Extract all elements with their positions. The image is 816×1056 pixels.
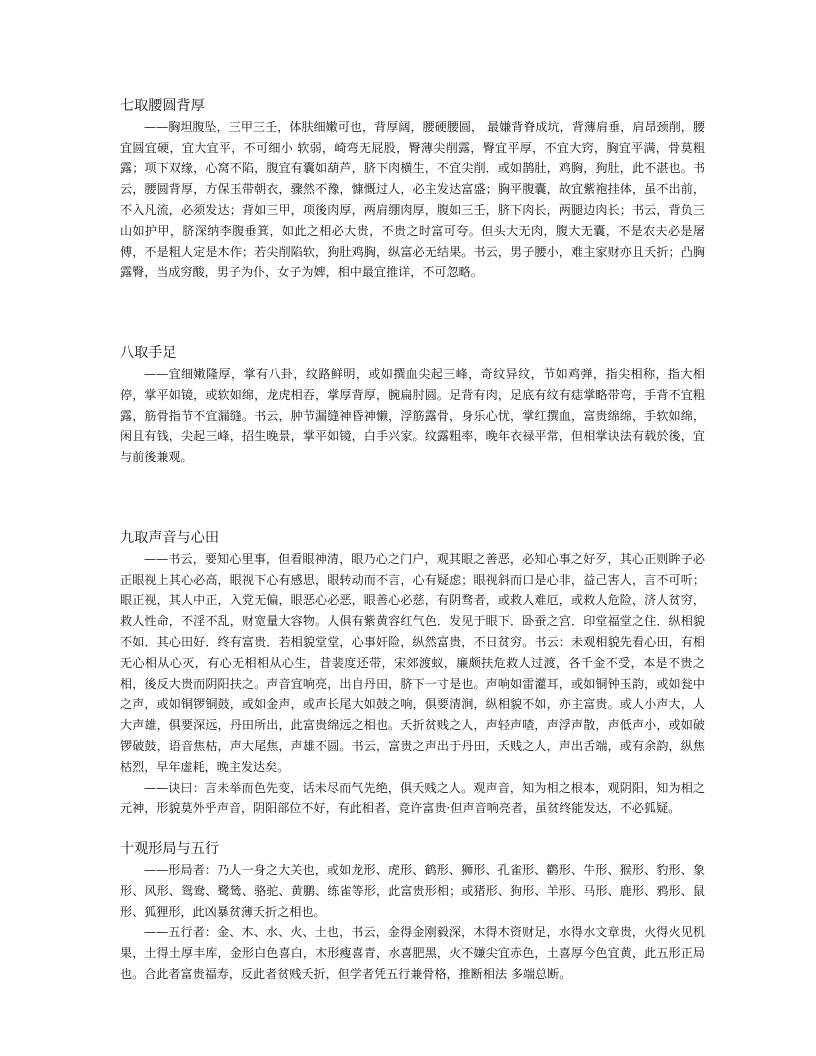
section-spacer [120, 819, 705, 839]
section-paragraph: ——宜细嫩隆厚，掌有八卦，纹路鲜明，或如撰血尖起三峰，奇纹异纹，节如鸡弹，指尖相称，指大相停，掌平如镜，或软如绵，龙虎相吞，掌厚背厚，腕扁肘圆。足背有肉，足底有纹有痣掌略带弯，手背不宜粗露，筋骨指节不宜漏缝。书云，肿节漏缝神昏神懒，浮筋露骨，身乐心忧，掌红撰血，富贵绵绵，手软如绵，闲且有钱，尖起三峰，招生晚景，掌平如镜，白手兴家。纹露粗率，晚年衣禄平常，但相掌诀法有载於後，宜与前後兼观。 [120, 366, 705, 465]
section-waist-back [120, 96, 705, 283]
section-paragraph: ——形局者：乃人一身之大关也，或如龙形、虎形、鹤形、狮形、孔雀形、鹳形、牛形、猴形、豹形、象形、风形、鸳鸯、鹭鸶、骆驼、黄鹏、练雀等形，此富贵形相；或猪形、狗形、羊形、马形、鹿形、鸦形、鼠形、狐狸形，此凶暴贫薄夭折之相也。 [120, 862, 705, 919]
document-page [120, 96, 705, 985]
section-paragraph: ——诀曰：言未举而色先变，话未尽而气先绝，俱夭贱之人。观声音，知为相之根本，观阴阳，知为相之元神，形貌莫外乎声音，阴阳部位不好，有此相者，竞许富贵·但声音响亮者，虽贫终能发达，不必狐疑。 [120, 780, 705, 816]
section-title: 十观形局与五行 [120, 841, 219, 858]
section-voice-heart [120, 528, 705, 819]
section-hands-feet [120, 343, 705, 468]
section-paragraph: ——五行者：金、木、水、火、土也，书云，金得金刚毅深，木得木资财足，水得水文章贵，火得火见机果，土得土厚丰库，金形白色喜白，木形瘦喜青，水喜肥黑，火不嫌尖宜赤色，土喜厚今色宜黄，此五形正局也。合此者富贵福寿，反此者贫贱夭折，但学者凭五行兼骨格，推断相法 多端总断。 [120, 925, 705, 981]
section-spacer [120, 283, 705, 343]
section-paragraph: ——书云，要知心里事，但看眼神清，眼乃心之门户，观其眼之善恶，必知心事之好歹，其心正则眸子必正眼视上其心必高，眼视下心有感思，眼转动而不言，心有疑虑；眼视斜而口是心非，益己害人，言不可听；眼正视，其人中正，入党无偏，眼恶心必恶，眼善心必慈，有阴骛者，或救人难厄，或救人危险，济人贫穷，救人性命，不淫不乱，财宽量大容物。人俱有紫黄容红气色．发见于眼下．卧蚕之宫．印堂福堂之住．纵相貌不如．其心田好．终有富贵．若相貌堂堂，心事奸险，纵然富贵，不日贫穷。书云：未观相貌先看心田，有相无心相从心灭，有心无相相从心生，昔裴度还带，宋郊渡蚁，廉颇扶危救人过渡，各千金不受，本是不贵之相，後反大贵而阴阳扶之。声音宜响亮，出自丹田，脐下一寸是也。声响如雷灌耳，或如铜钟玉韵，或如瓮中之声，或如铜锣铜鼓，或如金声，或声长尾大如鼓之响，俱要清涧，纵相貌不如，亦主富贵。或人小声大，人大声雄，俱要深远，丹田所出，此富贵绵远之相也。夭折贫贱之人，声轻声喳，声浮声散，声低声小，或如破锣破鼓，语音焦枯，声大尾焦，声雄不圆。书云，富贵之声出于丹田，夭贱之人，声出舌端，或有余韵，纵焦枯烈，早年虚耗，晚主发达矣。 [120, 551, 705, 774]
section-form-elements [120, 839, 705, 985]
section-title: 九取声音与心田 [120, 529, 219, 546]
section-title: 八取手足 [120, 345, 177, 362]
section-spacer [120, 468, 705, 528]
section-title: 七取腰圆背厚 [120, 98, 205, 114]
section-paragraph: ——胸坦腹坠，三甲三壬，体肤细嫩可也，背厚阔，腰硬腰圆， 最嫌背脊成坑，背薄肩垂，肩昂颈削，腰宜圆宜硬，宜大宜平，不可细小 软弱，崎弯无屁股，臀薄尖削露，臀宜平厚，不宜大窍，胸宜平满，骨莫粗露；项下双缘，心窝不陷，腹宜有囊如葫芦，脐下肉横生，不宜尖削．或如鹊肚，鸡胸，狗肚，此不湛也。书云，腰圆背厚，方保玉带朝衣，骤然不豫，慷慨过人，必主发达富盛；胸平腹囊，故宜紫袍挂体，虽不出前，不入凡流，必须发达；背如三甲，项後肉厚，两肩绷肉厚，腹如三壬，脐下肉长，两腿边肉长；书云，背负三山如护甲，脐深纳李腹垂箕，如此之相必大贵，不贵之时富可夸。但头大无肉，腹大无囊，不是农夫必是屠傅，不是粗人定是木作；若尖削陷软，狗肚鸡胸，纵富必无结果。书云，男子腰小，难主家财亦且夭折；凸胸露臀，当成穷酸，男子为仆，女子为婢，相中最宜推详，不可忽略。 [120, 119, 705, 280]
